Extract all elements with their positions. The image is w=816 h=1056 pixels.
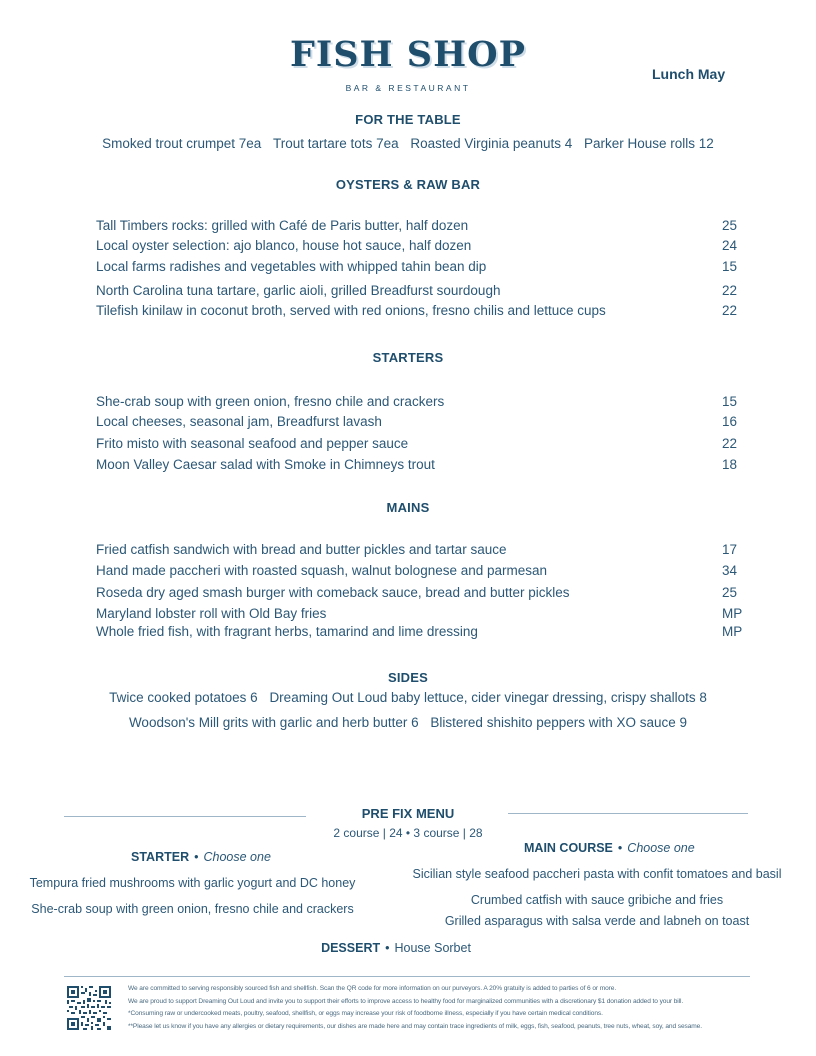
menu-item-price: 22 xyxy=(722,283,738,298)
menu-item-price: 34 xyxy=(722,563,738,578)
list-item: Smoked trout crumpet 7ea xyxy=(102,136,262,151)
menu-item-price: 15 xyxy=(722,259,738,274)
starter-heading xyxy=(131,850,271,864)
menu-item-price: 22 xyxy=(722,436,738,451)
prefix-subtitle: 2 course | 24 • 3 course | 28 xyxy=(333,826,483,840)
main-course-choose: Choose one xyxy=(627,841,695,855)
footer-divider xyxy=(64,976,750,977)
main-course-label: MAIN COURSE xyxy=(524,841,613,855)
prefix-starter-item: Tempura fried mushrooms with garlic yogurt and DC honey xyxy=(29,876,356,890)
footer-note: *Consuming raw or undercooked meats, poultry, seafood, shellfish, or eggs may increase your risk of foodborne illness, especially if you have certain medical conditions. xyxy=(128,1010,603,1017)
menu-item-name: Fried catfish sandwich with bread and butter pickles and tartar sauce xyxy=(96,542,507,557)
menu-item-price: MP xyxy=(722,624,743,639)
list-item: Woodson's Mill grits with garlic and herb butter 6 xyxy=(128,715,419,730)
menu-item-price: 16 xyxy=(722,414,738,429)
list-item: Roasted Virginia peanuts 4 xyxy=(410,136,573,151)
dessert-item: House Sorbet xyxy=(394,941,471,955)
menu-item-price: 22 xyxy=(722,303,738,318)
prefix-title: PRE FIX MENU xyxy=(361,806,455,821)
footer-note: **Please let us know if you have any allergies or dietary requirements, our dishes are made here and may contain trace ingredients of milk, eggs, fish, seafood, peanuts, tree nuts, wheat, soy, and sesame. xyxy=(128,1023,702,1030)
footer-note: We are proud to support Dreaming Out Loud and invite you to support their efforts to improve access to healthy food for marginalized communities with a discretionary $1 donation added to your bill. xyxy=(128,998,684,1005)
menu-item-name: Roseda dry aged smash burger with comeback sauce, bread and butter pickles xyxy=(96,585,570,600)
menu-item-price: 17 xyxy=(722,542,738,557)
menu-item-name: Tilefish kinilaw in coconut broth, served with red onions, fresno chilis and lettuce cups xyxy=(96,303,606,318)
section-title-for-the-table: FOR THE TABLE xyxy=(355,112,461,127)
menu-item-price: 18 xyxy=(722,457,738,472)
prefix-main-item: Grilled asparagus with salsa verde and labneh on toast xyxy=(444,914,750,928)
list-item: Twice cooked potatoes 6 xyxy=(109,690,258,705)
menu-item-price: MP xyxy=(722,606,743,621)
menu-item-price: 15 xyxy=(722,394,738,409)
menu-item-name: Tall Timbers rocks: grilled with Café de Paris butter, half dozen xyxy=(96,218,469,233)
list-item: Dreaming Out Loud baby lettuce, cider vinegar dressing, crispy shallots 8 xyxy=(269,690,707,705)
prefix-main-item: Sicilian style seafood paccheri pasta with confit tomatoes and basil xyxy=(412,867,782,881)
service-label: Lunch May xyxy=(652,66,726,82)
main-course-heading xyxy=(524,841,695,855)
brand-title: FISH SHOP xyxy=(290,34,526,75)
menu-item-name: Local oyster selection: ajo blanco, house hot sauce, half dozen xyxy=(96,238,472,253)
menu-item-name: She-crab soup with green onion, fresno chile and crackers xyxy=(96,394,445,409)
menu-item-name: Moon Valley Caesar salad with Smoke in Chimneys trout xyxy=(96,457,435,472)
dessert-line xyxy=(0,941,792,955)
footer-note: We are committed to serving responsibly sourced fish and shellfish. Scan the QR code for more information on our purveyors. A 20% gratuity is added to parties of 6 or more. xyxy=(128,985,617,992)
list-item: Trout tartare tots 7ea xyxy=(273,136,399,151)
list-item: Parker House rolls 12 xyxy=(584,136,714,151)
section-title-starters: STARTERS xyxy=(372,350,444,365)
starter-label: STARTER xyxy=(131,850,190,864)
menu-item-price: 25 xyxy=(722,218,738,233)
bullet-icon: • xyxy=(194,850,199,864)
bullet-icon: • xyxy=(617,841,623,855)
list-item: Blistered shishito peppers with XO sauce 9 xyxy=(430,715,688,730)
prefix-main-item: Crumbed catfish with sauce gribiche and fries xyxy=(470,893,724,907)
menu-item-name: Local cheeses, seasonal jam, Breadfurst lavash xyxy=(96,414,382,429)
menu-item-price: 24 xyxy=(722,238,738,253)
menu-item-name: Local farms radishes and vegetables with whipped tahin bean dip xyxy=(96,259,487,274)
dessert-label: DESSERT xyxy=(321,941,381,955)
qr-code-icon[interactable] xyxy=(67,986,111,1030)
section-title-oysters: OYSTERS & RAW BAR xyxy=(335,177,481,192)
menu-item-name: Maryland lobster roll with Old Bay fries xyxy=(96,606,327,621)
brand-tagline: BAR & RESTAURANT xyxy=(345,83,471,93)
section-title-mains: MAINS xyxy=(386,500,430,515)
menu-item-name: Whole fried fish, with fragrant herbs, tamarind and lime dressing xyxy=(96,624,478,639)
starter-choose: Choose one xyxy=(203,850,271,864)
section-title-sides: SIDES xyxy=(387,670,428,685)
menu-item-name: Hand made paccheri with roasted squash, walnut bolognese and parmesan xyxy=(96,563,548,578)
menu-item-name: Frito misto with seasonal seafood and pepper sauce xyxy=(96,436,409,451)
sides-line-1 xyxy=(0,690,816,705)
sides-line-2 xyxy=(0,715,816,730)
prefix-starter-item: She-crab soup with green onion, fresno chile and crackers xyxy=(31,902,354,916)
for-the-table-line xyxy=(0,136,816,151)
menu-item-price: 25 xyxy=(722,585,738,600)
bullet-icon: • xyxy=(385,941,390,955)
menu-item-name: North Carolina tuna tartare, garlic aioli, grilled Breadfurst sourdough xyxy=(96,283,501,298)
